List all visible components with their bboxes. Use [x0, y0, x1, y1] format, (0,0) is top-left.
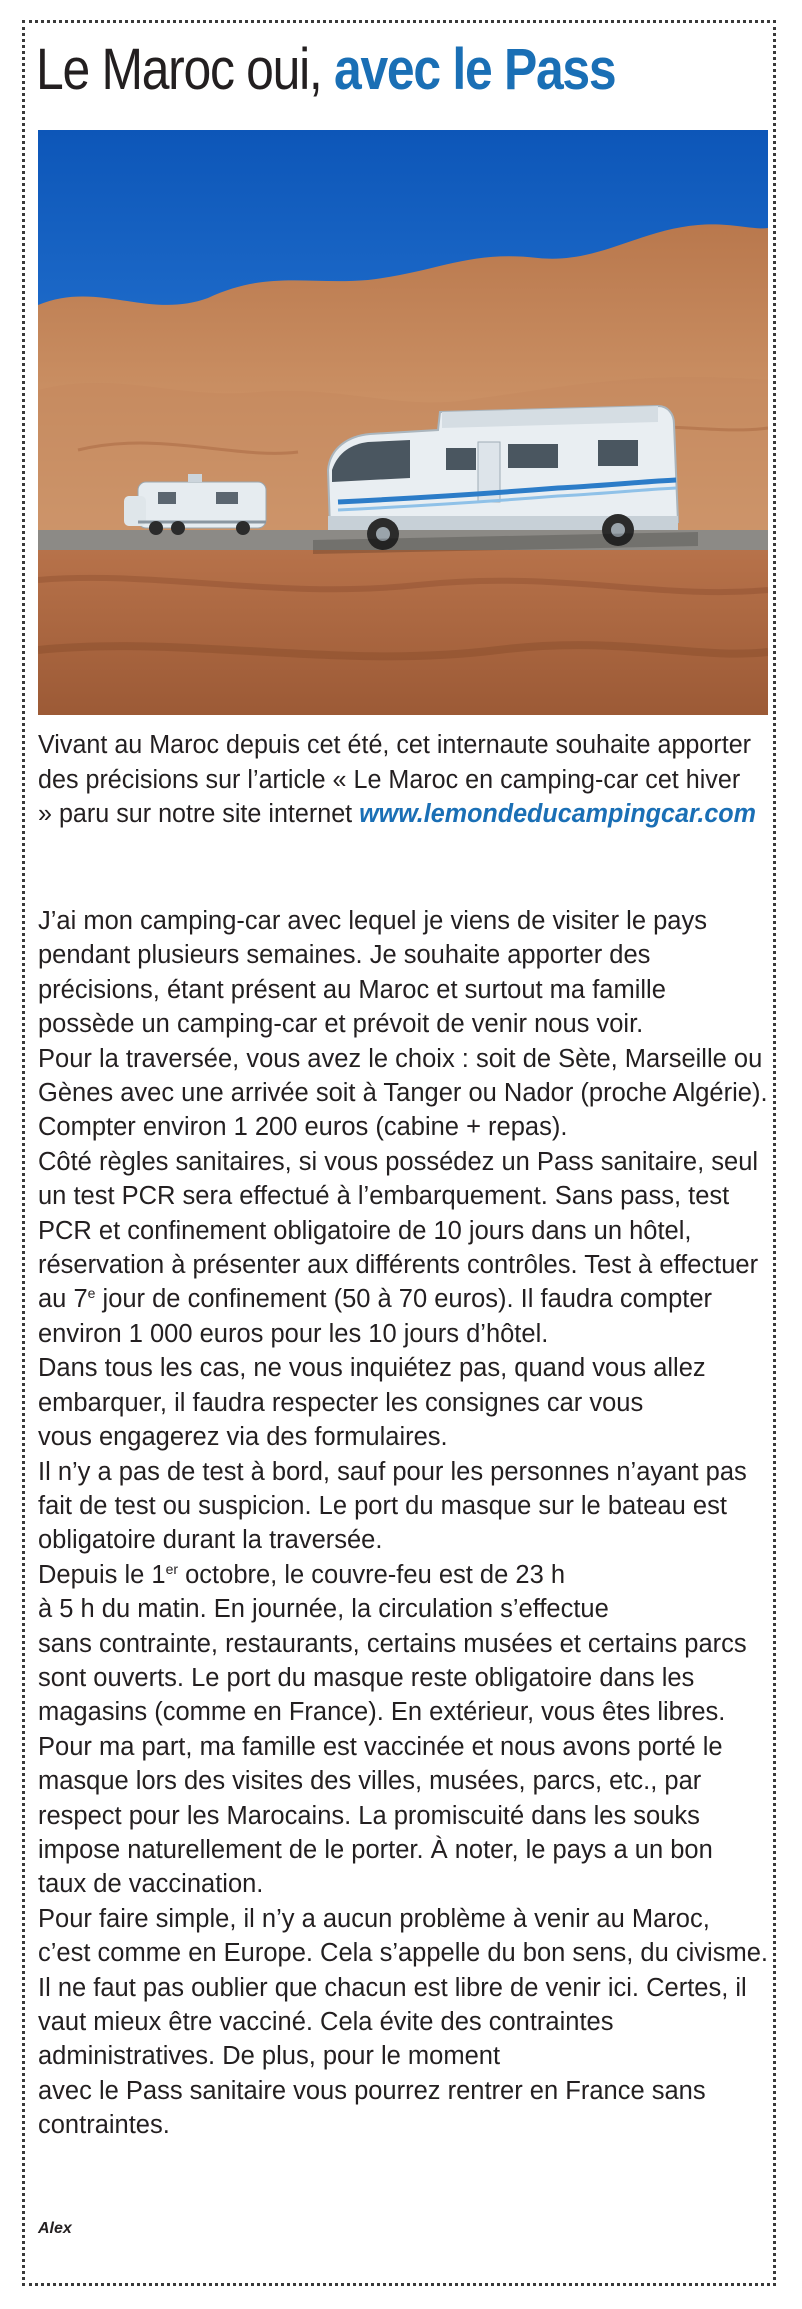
article-photo: [38, 130, 768, 715]
paragraph-4: Dans tous les cas, ne vous inquiétez pas, quand vous allez embarquer, il faudra respecter les consignes car vous: [38, 1354, 706, 1417]
article-lede: [38, 728, 757, 832]
small-camping-car: [124, 474, 266, 535]
paragraph-6-line-2: à 5 h du matin. En journée, la circulation s’effectue: [38, 1595, 609, 1624]
superscript-er: er: [165, 1560, 179, 1577]
lede-text: Vivant au Maroc depuis cet été, cet internaute souhaite apporter des précisions sur l’article « Le Maroc en camping-car cet hiver » paru sur notre site internet: [38, 731, 752, 828]
paragraph-6-rest: sans contrainte, restaurants, certains musées et certains parcs sont ouverts. Le port du masque reste obligatoire dans les magasins (comme en France). En extérieur, vous êtes libres.: [38, 1629, 747, 1727]
paragraph-4-end: vous engagerez via des formulaires.: [38, 1423, 448, 1452]
author-signature: Alex: [38, 2220, 72, 2237]
superscript-e: e: [87, 1285, 96, 1302]
paragraph-7: Pour ma part, ma famille est vaccinée et nous avons porté le masque lors des visites des villes, musées, parcs, etc., par respect pour les Marocains. La promiscuité dans les souks impose naturellement de le porter. À noter, le pays a un bon taux de vaccination.: [38, 1732, 723, 1899]
photo-illustration: [38, 130, 768, 715]
title-plain: Le Maroc oui,: [36, 37, 335, 102]
paragraph-2: Pour la traversée, vous avez le choix : soit de Sète, Marseille ou Gènes avec une arrivée soit à Tanger ou Nador (proche Algérie). Compter environ 1 200 euros (cabine + repas).: [38, 1044, 768, 1142]
paragraph-3: Côté règles sanitaires, si vous possédez un Pass sanitaire, seul un test PCR sera effectué à l’embarquement. Sans pass, test PCR et confinement obligatoire de 10 jours dans un hôtel, réservation à présenter aux différents contrôles. Test à effectuer au 7e jour de confinement (50 à 70 euros). Il faudra compter environ 1 000 euros pour les 10 jours d’hôtel.: [38, 1147, 759, 1348]
paragraph-8: Pour faire simple, il n’y a aucun problème à venir au Maroc, c’est comme en Europe. Cela s’appelle du bon sens, du civisme. Il ne faut pas oublier que chacun est libre de venir ici. Certes, il vaut mieux être vacciné. Cela évite des contraintes administratives. De plus, pour le moment: [38, 1904, 768, 2071]
foreground-ground: [38, 550, 768, 715]
article-body: [38, 904, 768, 2143]
paragraph-6-line-1: Depuis le 1er octobre, le couvre-feu est de 23 h: [38, 1560, 566, 1589]
article-title: [36, 30, 615, 110]
paragraph-5: Il n’y a pas de test à bord, sauf pour les personnes n’ayant pas fait de test ou suspicion. Le port du masque sur le bateau est obligatoire durant la traversée.: [38, 1457, 747, 1555]
paragraph-8-end: avec le Pass sanitaire vous pourrez rentrer en France sans contraintes.: [38, 2076, 706, 2140]
paragraph-1: J’ai mon camping-car avec lequel je viens de visiter le pays pendant plusieurs semaines. Je souhaite apporter des précisions, étant présent au Maroc et surtout ma famille possède un camping-car et prévoit de venir nous voir.: [38, 907, 707, 1039]
website-link[interactable]: www.lemondeducampingcar.com: [359, 800, 756, 828]
title-accent: avec le Pass: [334, 37, 616, 102]
